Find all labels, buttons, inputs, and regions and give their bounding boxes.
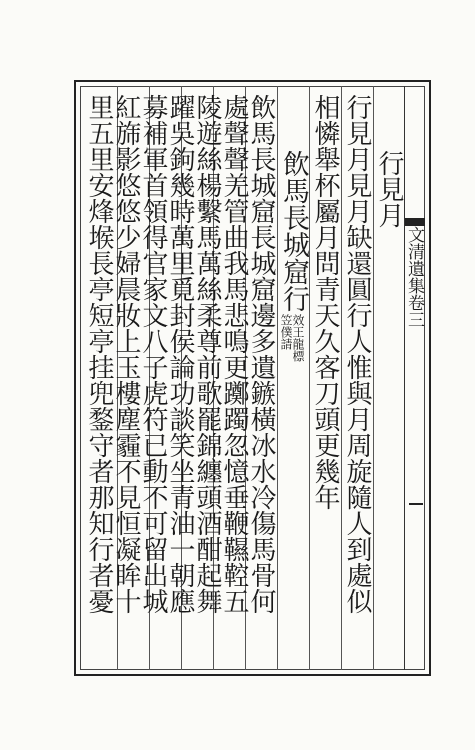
text-column-7: 躍吳鉤幾時萬里覓封侯論功談笑坐青油一朝應 — [165, 94, 195, 614]
text-column-2: 相憐舉杯屬月問青天久客刀頭更幾年 — [310, 94, 340, 510]
text-column-8: 募補軍首領得官家文八子虎符已動不可留出城 — [138, 94, 168, 614]
text-column-6: 陵遊絲楊繫馬萬絲柔尊前歌罷錦纏頭酒酣起舞 — [192, 94, 222, 614]
poem2-title: 飲馬長城窟行 — [278, 150, 309, 312]
poem1-title: 行見月 — [374, 150, 404, 228]
text-column-1: 行見月見月缺還圓行人惟與月周旋隨人到處似 — [342, 94, 372, 614]
spine-title: 文清遺集卷三 — [404, 226, 424, 328]
text-column-10: 里五里安烽堠長亭短亭挂兜鍪守者那知行者憂 — [84, 94, 114, 614]
fishtail-mark — [405, 218, 425, 226]
poem2-note: 效王龍標 — [291, 314, 305, 362]
text-column-9: 紅旆影悠悠少婦晨妝上玉樓塵霾不見恒凝眸十 — [111, 94, 141, 614]
text-column-5: 處聲聲羌管曲我馬悲鳴更躑躅忽憶垂鞭韅鞚五 — [219, 94, 249, 614]
poem2-note: 笠僕請 — [279, 314, 293, 350]
page-spine — [404, 86, 426, 670]
spine-page-mark — [409, 503, 423, 505]
text-column-4: 飲馬長城窟長城窟邊多遺鏃橫冰水冷傷馬骨何 — [246, 94, 276, 614]
